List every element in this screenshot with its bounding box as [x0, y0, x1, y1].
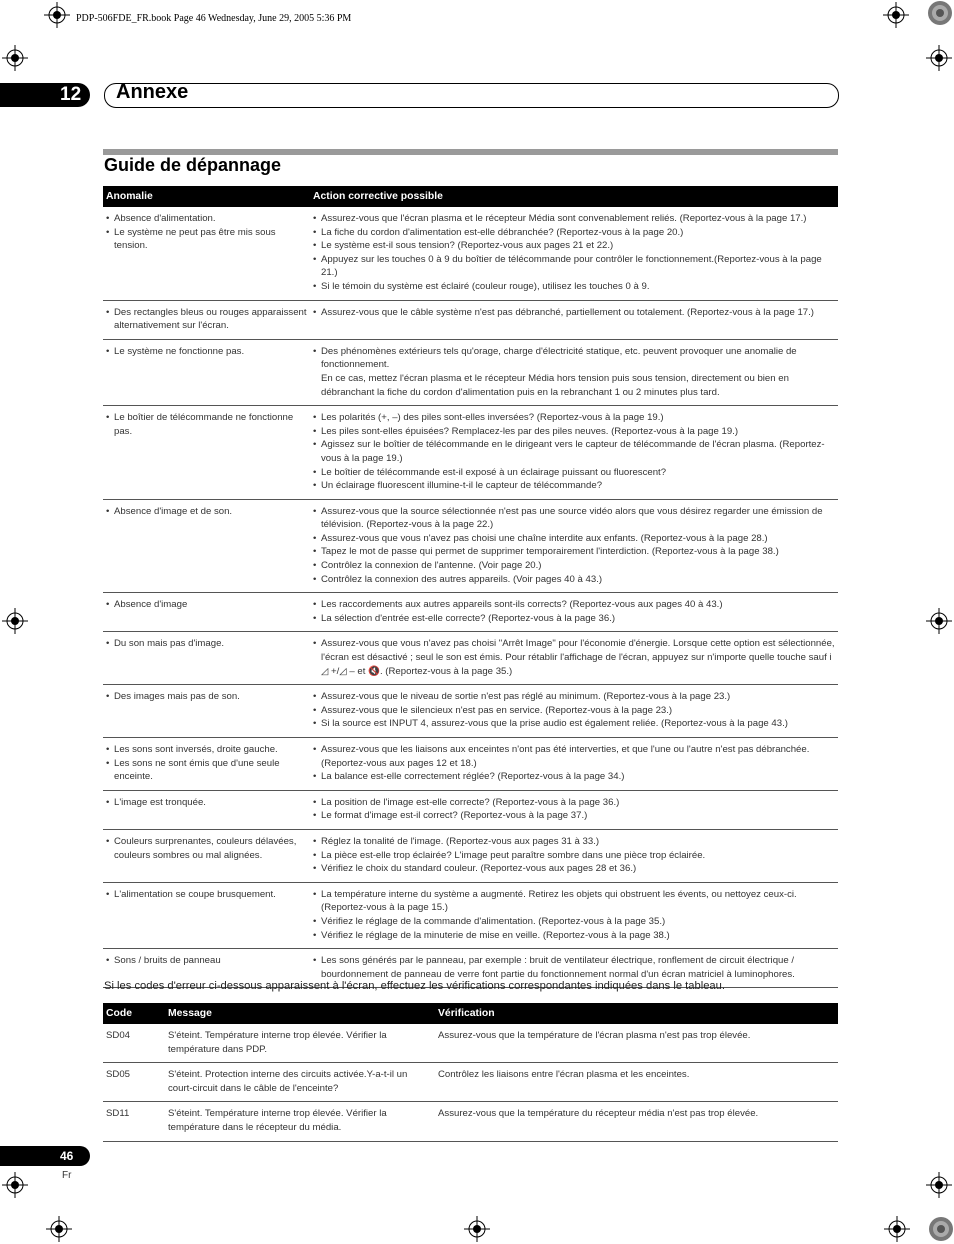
action-item: • Assurez-vous que vous n'avez pas choisi une chaîne interdite aux enfants. (Reportez-vous à la page 28.): [313, 532, 835, 546]
table-row: [103, 685, 838, 738]
problem-cell: [103, 829, 310, 882]
action-cell: [310, 593, 838, 632]
action-item: • Un éclairage fluorescent illumine-t-il le capteur de télécommande?: [313, 479, 835, 493]
problem-cell: [103, 499, 310, 593]
table-row: [103, 632, 838, 685]
error-code: SD05: [103, 1063, 165, 1102]
problem-cell: [103, 738, 310, 791]
error-message: S'éteint. Température interne trop élevée. Vérifier la température dans le récepteur du média.: [165, 1102, 435, 1141]
problem-item: • Le système ne peut pas être mis sous tension.: [106, 226, 307, 253]
language-code: Fr: [62, 1170, 72, 1181]
table-row: [103, 1024, 838, 1063]
problem-item: • Des rectangles bleus ou rouges apparaissent alternativement sur l'écran.: [106, 306, 307, 333]
action-item: • La pièce est-elle trop éclairée? L'image peut paraître sombre dans une pièce trop éclairée.: [313, 849, 835, 863]
action-item: • Le boîtier de télécommande est-il exposé à un éclairage puissant ou fluorescent?: [313, 466, 835, 480]
action-cell: [310, 207, 838, 300]
error-code: SD11: [103, 1102, 165, 1141]
column-header: Action corrective possible: [310, 186, 838, 207]
registration-mark-icon: [2, 608, 28, 634]
table-row: [103, 207, 838, 300]
table-row: [103, 339, 838, 405]
registration-mark-icon: [2, 1172, 28, 1198]
action-item: • Vérifiez le réglage de la minuterie de mise en veille. (Reportez-vous à la page 38.): [313, 929, 835, 943]
problem-item: • Des images mais pas de son.: [106, 690, 307, 704]
column-header: Vérification: [435, 1003, 838, 1024]
error-code: SD04: [103, 1024, 165, 1063]
action-item: • Assurez-vous que le câble système n'est pas débranché, partiellement ou totalement. (Reportez-vous à la page 17.): [313, 306, 835, 320]
action-cell: [310, 685, 838, 738]
action-item: • Assurez-vous que vous n'avez pas choisi "Arrêt Image" pour l'économie d'énergie. Lorsque cette option est sélectionnée, l'écran est désactivé ; seul le son est émis. Pour rétablir l'affichage de l'écran, appuyez sur n'importe quelle touche sauf i ◿ +/◿ – et 🔇. (Reportez-vous à la page 35.): [313, 637, 835, 678]
table-row: [103, 1102, 838, 1141]
problem-item: • Le boîtier de télécommande ne fonctionne pas.: [106, 411, 307, 438]
problem-item: • L'image est tronquée.: [106, 796, 307, 810]
action-cell: [310, 499, 838, 593]
action-item: • Les raccordements aux autres appareils sont-ils corrects? (Reportez-vous aux pages 40 à 43.): [313, 598, 835, 612]
action-item: • Vérifiez le réglage de la commande d'alimentation. (Reportez-vous à la page 35.): [313, 915, 835, 929]
table-row: [103, 593, 838, 632]
action-item: • Les piles sont-elles épuisées? Remplacez-les par des piles neuves. (Reportez-vous à la page 19.): [313, 425, 835, 439]
action-item: • Assurez-vous que les liaisons aux enceintes n'ont pas été interverties, et que l'une ou l'autre n'est pas débranchée. (Reportez-vous aux pages 12 et 18.): [313, 743, 835, 770]
problem-item: • Absence d'image: [106, 598, 307, 612]
chapter-title: Annexe: [116, 81, 189, 103]
action-item: • Les polarités (+, –) des piles sont-elles inversées? (Reportez-vous à la page 19.): [313, 411, 835, 425]
error-message: S'éteint. Température interne trop élevée. Vérifier la température dans PDP.: [165, 1024, 435, 1063]
color-target-icon: [928, 1216, 954, 1242]
section-title: Guide de dépannage: [104, 155, 282, 175]
problem-item: • Les sons sont inversés, droite gauche.: [106, 743, 307, 757]
column-header: Code: [103, 1003, 165, 1024]
action-cell: [310, 882, 838, 948]
action-cell: [310, 738, 838, 791]
problem-cell: [103, 632, 310, 685]
column-header: Anomalie: [103, 186, 310, 207]
action-cell: [310, 406, 838, 500]
action-item: • Contrôlez la connexion des autres appareils. (Voir pages 40 à 43.): [313, 573, 835, 587]
problem-item: • Les sons ne sont émis que d'une seule enceinte.: [106, 757, 307, 784]
problem-item: • Couleurs surprenantes, couleurs délavées, couleurs sombres ou mal alignées.: [106, 835, 307, 862]
error-code-intro: Si les codes d'erreur ci-dessous apparaissent à l'écran, effectuez les vérifications correspondantes indiquées dans le tableau.: [104, 980, 725, 992]
table-row: [103, 499, 838, 593]
table-header-row: [103, 1003, 838, 1024]
registration-mark-icon: [46, 1216, 72, 1242]
action-cell: [310, 339, 838, 405]
registration-mark-icon: [926, 1172, 952, 1198]
action-item: • La balance est-elle correctement réglée? (Reportez-vous à la page 34.): [313, 770, 835, 784]
action-item: • Vérifiez le choix du standard couleur. (Reportez-vous aux pages 28 et 36.): [313, 862, 835, 876]
problem-cell: [103, 593, 310, 632]
problem-cell: [103, 882, 310, 948]
problem-item: • L'alimentation se coupe brusquement.: [106, 888, 307, 902]
problem-item: • Le système ne fonctionne pas.: [106, 345, 307, 359]
registration-mark-icon: [926, 45, 952, 71]
table-row: [103, 406, 838, 500]
problem-item: • Absence d'alimentation.: [106, 212, 307, 226]
action-item: • La position de l'image est-elle correcte? (Reportez-vous à la page 36.): [313, 796, 835, 810]
error-check: Assurez-vous que la température du récepteur média n'est pas trop élevée.: [435, 1102, 838, 1141]
registration-mark-icon: [884, 1216, 910, 1242]
page-number-tab: [0, 1146, 90, 1166]
action-item: • Assurez-vous que le niveau de sortie n'est pas réglé au minimum. (Reportez-vous à la page 23.): [313, 690, 835, 704]
error-code-table: [103, 1003, 838, 1142]
table-row: [103, 829, 838, 882]
action-cell: [310, 300, 838, 339]
error-check: Contrôlez les liaisons entre l'écran plasma et les enceintes.: [435, 1063, 838, 1102]
action-item: • Agissez sur le boîtier de télécommande en le dirigeant vers le capteur de télécommande de l'écran plasma. (Reportez-vous à la page 19.): [313, 438, 835, 465]
action-item: • Contrôlez la connexion de l'antenne. (Voir page 20.): [313, 559, 835, 573]
color-target-icon: [927, 0, 953, 26]
action-item: • Assurez-vous que l'écran plasma et le récepteur Média sont convenablement reliés. (Reportez-vous à la page 17.): [313, 212, 835, 226]
action-item: • Réglez la tonalité de l'image. (Reportez-vous aux pages 31 à 33.): [313, 835, 835, 849]
table-row: [103, 790, 838, 829]
table-row: [103, 738, 838, 791]
troubleshooting-table: [103, 186, 838, 988]
registration-mark-icon: [2, 45, 28, 71]
registration-mark-icon: [883, 2, 909, 28]
table-header-row: [103, 186, 838, 207]
problem-item: • Sons / bruits de panneau: [106, 954, 307, 968]
registration-mark-icon: [44, 2, 70, 28]
action-item: • Assurez-vous que le silencieux n'est pas en service. (Reportez-vous à la page 23.): [313, 704, 835, 718]
error-message: S'éteint. Protection interne des circuits activée.Y-a-t-il un court-circuit dans le câble de l'enceinte?: [165, 1063, 435, 1102]
problem-cell: [103, 790, 310, 829]
action-item: • Des phénomènes extérieurs tels qu'orage, charge d'électricité statique, etc. peuvent provoquer une anomalie de fonctionnement. En ce cas, mettez l'écran plasma et le récepteur Média hors tension puis sous tension, directement ou bien en débranchant la fiche du cordon d'alimentation puis en la rebranchant 1 ou 2 minutes plus tard.: [313, 345, 835, 399]
column-header: Message: [165, 1003, 435, 1024]
table-row: [103, 882, 838, 948]
book-file-header: PDP-506FDE_FR.book Page 46 Wednesday, June 29, 2005 5:36 PM: [76, 13, 352, 24]
action-item: • Assurez-vous que la source sélectionnée n'est pas une source vidéo alors que vous désirez regarder une émission de télévision. (Reportez-vous à la page 22.): [313, 505, 835, 532]
action-cell: [310, 790, 838, 829]
registration-mark-icon: [926, 608, 952, 634]
table-row: [103, 300, 838, 339]
problem-cell: [103, 339, 310, 405]
registration-mark-icon: [464, 1216, 490, 1242]
action-item: • La température interne du système a augmenté. Retirez les objets qui obstruent les évents, ou nettoyez ceux-ci. (Reportez-vous à la page 15.): [313, 888, 835, 915]
page-number: 46: [60, 1149, 74, 1163]
action-item: • Le format d'image est-il correct? (Reportez-vous à la page 37.): [313, 809, 835, 823]
action-item: • Appuyez sur les touches 0 à 9 du boîtier de télécommande pour contrôler le fonctionnement.(Reportez-vous à la page 21.): [313, 253, 835, 280]
action-item: • Les sons générés par le panneau, par exemple : bruit de ventilateur électrique, ronflement de circuit électrique / bourdonnement de panneau de verre font partie du fonctionnement normal d'un écran matriciel à luminophores.: [313, 954, 835, 981]
action-item: • Si le témoin du système est éclairé (couleur rouge), utilisez les touches 0 à 9.: [313, 280, 835, 294]
problem-cell: [103, 207, 310, 300]
action-item: • La fiche du cordon d'alimentation est-elle débranchée? (Reportez-vous à la page 20.): [313, 226, 835, 240]
action-item: • La sélection d'entrée est-elle correcte? (Reportez-vous à la page 36.): [313, 612, 835, 626]
problem-cell: [103, 685, 310, 738]
action-cell: [310, 829, 838, 882]
chapter-number: 12: [60, 84, 82, 105]
chapter-title-box: [104, 83, 839, 108]
error-check: Assurez-vous que la température de l'écran plasma n'est pas trop élevée.: [435, 1024, 838, 1063]
problem-item: • Du son mais pas d'image.: [106, 637, 307, 651]
table-row: [103, 1063, 838, 1102]
action-item: • Tapez le mot de passe qui permet de supprimer temporairement l'interdiction. (Reportez-vous à la page 38.): [313, 545, 835, 559]
action-cell: [310, 632, 838, 685]
problem-cell: [103, 406, 310, 500]
problem-item: • Absence d'image et de son.: [106, 505, 307, 519]
action-item: • Si la source est INPUT 4, assurez-vous que la prise audio est également reliée. (Reportez-vous à la page 43.): [313, 717, 835, 731]
problem-cell: [103, 300, 310, 339]
action-item: • Le système est-il sous tension? (Reportez-vous aux pages 21 et 22.): [313, 239, 835, 253]
